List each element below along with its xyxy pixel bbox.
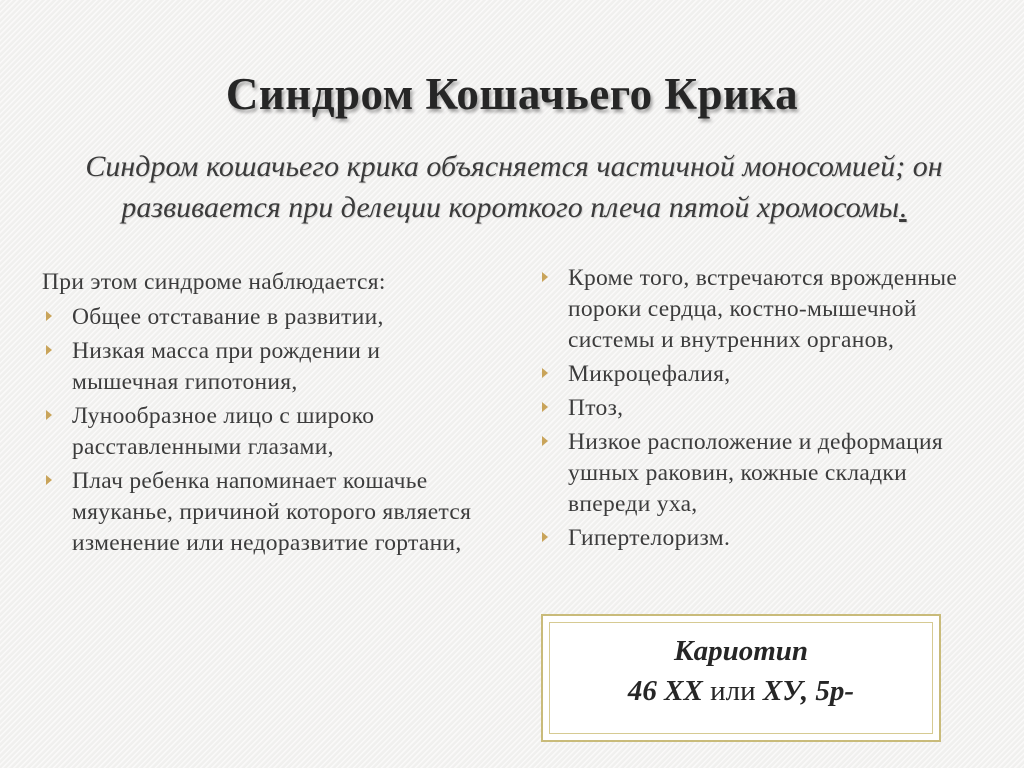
right-column <box>538 263 958 557</box>
bullet-arrow-icon <box>46 311 52 321</box>
bullet-arrow-icon <box>542 532 548 542</box>
karyotype-box <box>541 614 941 742</box>
karyotype-heading: Кариотип <box>673 635 809 667</box>
karyotype-part-1: 46 ХХ <box>627 675 703 707</box>
list-item <box>538 393 958 424</box>
karyotype-box-inner <box>549 622 933 734</box>
karyotype-conjunction: или <box>710 675 756 707</box>
list-item-text: Птоз, <box>568 395 624 421</box>
bullet-arrow-icon <box>46 345 52 355</box>
list-item <box>538 523 958 554</box>
list-item <box>538 359 958 390</box>
list-item <box>538 427 958 520</box>
karyotype-formula <box>550 671 932 711</box>
list-item-text: Низкое расположение и деформация ушных раковин, кожные складки впереди уха, <box>568 429 943 517</box>
subtitle-text: Синдром кошачьего крика объясняется частичной моносомией; он развивается при делеции короткого плеча пятой хромосомы <box>85 150 943 224</box>
list-item-text: Плач ребенка напоминает кошачье мяуканье, причиной которого является изменение или недоразвитие гортани, <box>72 468 472 556</box>
bullet-arrow-icon <box>542 272 548 282</box>
list-item <box>42 466 482 559</box>
bullet-arrow-icon <box>46 410 52 420</box>
list-item-text: Лунообразное лицо с широко расставленными глазами, <box>72 403 375 460</box>
bullet-arrow-icon <box>542 368 548 378</box>
bullet-arrow-icon <box>542 436 548 446</box>
karyotype-part-2: ХУ, 5р- <box>762 675 855 707</box>
slide-subtitle <box>24 146 1004 228</box>
list-item <box>42 302 482 333</box>
list-item-text: Кроме того, встречаются врожденные пороки сердца, костно-мышечной системы и внутренних органов, <box>568 265 958 353</box>
left-bullet-list <box>42 302 482 559</box>
subtitle-period: . <box>899 191 907 224</box>
list-item-text: Низкая масса при рождении и мышечная гипотония, <box>72 338 381 395</box>
list-item <box>42 401 482 463</box>
bullet-arrow-icon <box>542 402 548 412</box>
list-item-text: Микроцефалия, <box>568 361 731 387</box>
list-item-text: Общее отставание в развитии, <box>72 304 384 330</box>
list-item-text: Гипертелоризм. <box>568 525 731 551</box>
list-item <box>538 263 958 356</box>
bullet-arrow-icon <box>46 475 52 485</box>
right-bullet-list <box>538 263 958 554</box>
slide-title: Синдром Кошачьего Крика <box>225 69 799 119</box>
list-item <box>42 336 482 398</box>
left-column <box>42 267 482 562</box>
left-column-lead: При этом синдроме наблюдается: <box>42 269 386 295</box>
